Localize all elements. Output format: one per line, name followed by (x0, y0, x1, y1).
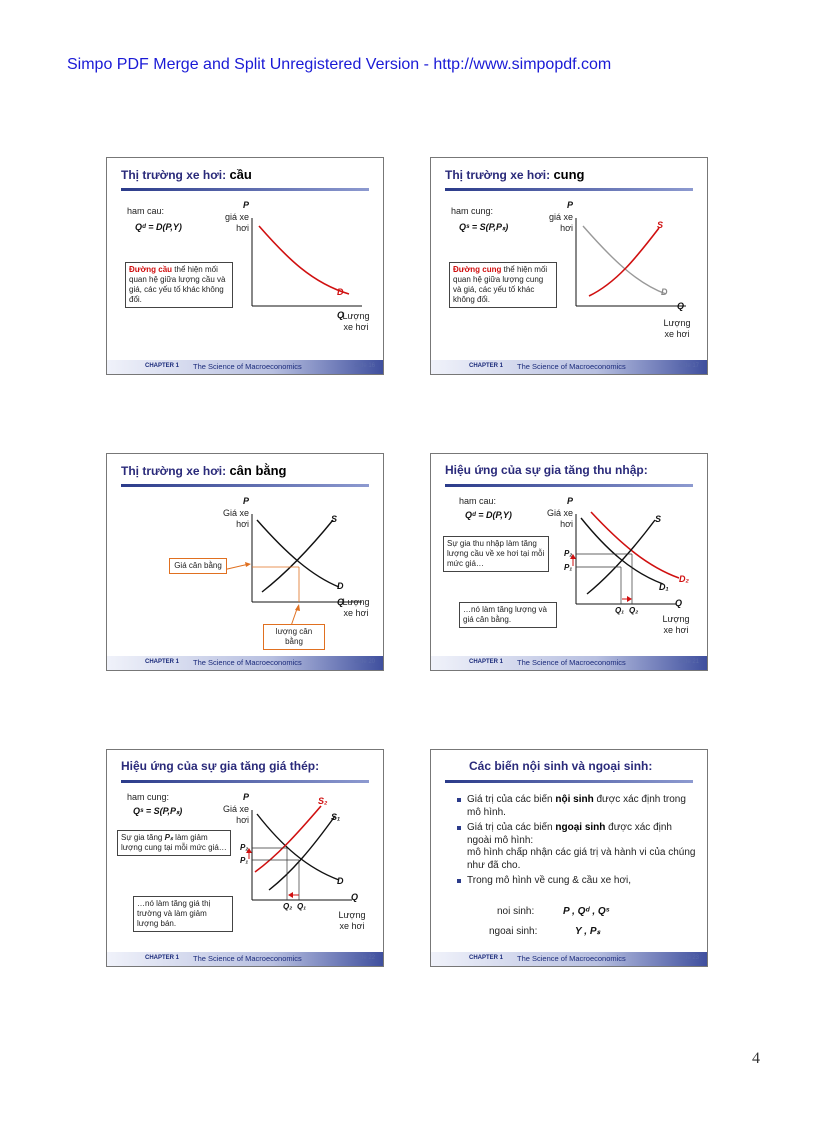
slide-footer: CHAPTER 1 The Science of Macroeconomics slide 21 (431, 656, 707, 670)
info-box: Đường cầu thể hiện mối quan hệ giữa lượng cầu và giá, các yếu tố khác không đổi. (125, 262, 233, 308)
q-axis-label: Q (675, 598, 683, 608)
slide-title: Thị trường xe hơi: cầu (121, 167, 252, 182)
function-label: ham cau: (459, 496, 497, 506)
function-label: ham cau: (127, 206, 165, 216)
slide-footer: CHAPTER 1 The Science of Macroeconomics slide 20 (107, 656, 383, 670)
slide-footer: CHAPTER 1 The Science of Macroeconomics slide 22 (107, 952, 383, 966)
p-axis-label: P (567, 200, 574, 210)
p-axis-label: P (243, 200, 250, 210)
eq-qty-box: lượng cân bằng (263, 624, 325, 650)
demand-formula: Qᵈ = D(P,Y) (465, 510, 512, 520)
p-axis-desc: giá xe hơi (548, 212, 573, 233)
p2-label: P₂ (564, 549, 573, 558)
p-axis-label: P (567, 496, 574, 506)
slide-income-increase (430, 453, 708, 671)
eq-price-box: Giá cân bằng (169, 558, 227, 574)
endogenous-vars: P , Qᵈ , Qˢ (563, 906, 610, 917)
q-axis-desc: Lượng xe hơi (342, 597, 370, 618)
bullet-endogenous: Giá trị của các biến nội sinh được xác định trong mô hình. (457, 794, 697, 819)
function-label: ham cung: (127, 792, 170, 802)
supply-curve-label: S (657, 220, 664, 230)
demand-curve (257, 814, 339, 880)
q-axis-label: Q (337, 597, 345, 607)
supply-curve (262, 520, 333, 592)
p-axis-label: P (243, 792, 250, 802)
supply-curve-label: S (655, 514, 662, 524)
demand-curve (257, 520, 339, 587)
info-box-shift: Sự gia thu nhập làm tăng lượng cầu về xe hơi tại mỗi mức giá… (443, 536, 549, 572)
slide-demand (106, 157, 384, 375)
function-label: ham cung: (451, 206, 494, 216)
bullet-exogenous: Giá trị của các biến ngoại sinh được xác định ngoài mô hình: mô hình chấp nhận các giá trị và hành vi của chúng như đã cho. (457, 822, 697, 872)
p1-label: P₁ (240, 856, 249, 865)
q1-label: Q₁ (615, 606, 625, 615)
supply-curve-2 (255, 806, 321, 872)
info-box-shift: Sự gia tăng Pₛ làm giảm lượng cung tại mỗi mức giá… (117, 830, 231, 856)
supply-formula: Qˢ = S(P,Pₛ) (133, 806, 183, 816)
info-box-result: …nó làm tăng giá thị trường và làm giảm lượng bán. (133, 896, 233, 932)
q-axis-label: Q (351, 892, 359, 902)
slide-footer: CHAPTER 1 The Science of Macroeconomics slide 16 (107, 360, 383, 374)
demand-curve-label: D (337, 876, 344, 886)
slide-title: Thị trường xe hơi: cân bằng (121, 463, 287, 478)
demand-curve (259, 226, 349, 294)
supply-curve-2-label: S₂ (318, 796, 328, 806)
demand-curve-1-label: D₁ (659, 582, 669, 592)
demand-curve-1 (581, 518, 663, 584)
q-axis-desc: Lượng xe hơi (663, 318, 691, 339)
slide-footer: CHAPTER 1 The Science of Macroeconomics slide 17 (431, 360, 707, 374)
bullet-list (457, 794, 697, 891)
p-axis-desc: Giá xe hơi (222, 508, 249, 529)
slide-steel-price-increase (106, 749, 384, 967)
supply-formula: Qˢ = S(P,Pₛ) (459, 222, 509, 232)
q-axis-label: Q (337, 310, 345, 320)
p1-label: P₁ (564, 563, 573, 572)
p-axis-desc: Giá xe hơi (222, 804, 249, 825)
slide-title: Hiệu ứng của sự gia tăng thu nhập: (445, 463, 648, 477)
exogenous-vars: Y , Pₛ (575, 926, 601, 937)
p-axis-label: P (243, 496, 250, 506)
q-axis-desc: Lượng xe hơi (338, 910, 366, 931)
slide-title: Thị trường xe hơi: cung (445, 167, 585, 182)
info-box-result: …nó làm tăng lượng và giá cân bằng. (459, 602, 557, 628)
demand-formula: Qᵈ = D(P,Y) (135, 222, 182, 232)
q-axis-label: Q (677, 301, 685, 311)
info-box: Đường cung thể hiện mối quan hệ giữa lượng cung và giá, các yếu tố khác không đổi. (449, 262, 557, 308)
endogenous-label: noi sinh: (497, 906, 535, 917)
slide-supply (430, 157, 708, 375)
supply-curve-1-label: S₁ (331, 812, 341, 822)
supply-curve-label: S (331, 514, 338, 524)
demand-curve-label: D (337, 581, 344, 591)
slide-equilibrium (106, 453, 384, 671)
demand-curve-label: D (337, 287, 344, 297)
p-axis-desc: Giá xe hơi (546, 508, 573, 529)
p2-label: P₂ (240, 843, 249, 852)
p-axis-desc: giá xe hơi (224, 212, 249, 233)
equilibrium-chart (107, 454, 384, 671)
q-axis-desc: Lượng xe hơi (662, 614, 690, 635)
slide-title: Các biến nội sinh và ngoại sinh: (469, 759, 653, 773)
slide-footer: CHAPTER 1 The Science of Macroeconomics slide 23 (431, 952, 707, 966)
q2-label: Q₂ (629, 606, 639, 615)
slide-endogenous-exogenous (430, 749, 708, 967)
q1-label: Q₁ (297, 902, 307, 911)
q-axis-desc: Lượng xe hơi (342, 311, 370, 332)
q2-label: Q₂ (283, 902, 293, 911)
page-number: 4 (752, 1050, 760, 1067)
demand-curve-label: D (661, 287, 668, 297)
slide-title: Hiệu ứng của sự gia tăng giá thép: (121, 759, 320, 773)
bullet-model: Trong mô hình về cung & cầu xe hơi, (457, 875, 697, 888)
title-rule (445, 780, 693, 783)
exogenous-label: ngoai sinh: (489, 926, 538, 937)
demand-curve-2-label: D₂ (679, 574, 689, 584)
watermark-text: Simpo PDF Merge and Split Unregistered Version - http://www.simpopdf.com (67, 56, 612, 73)
